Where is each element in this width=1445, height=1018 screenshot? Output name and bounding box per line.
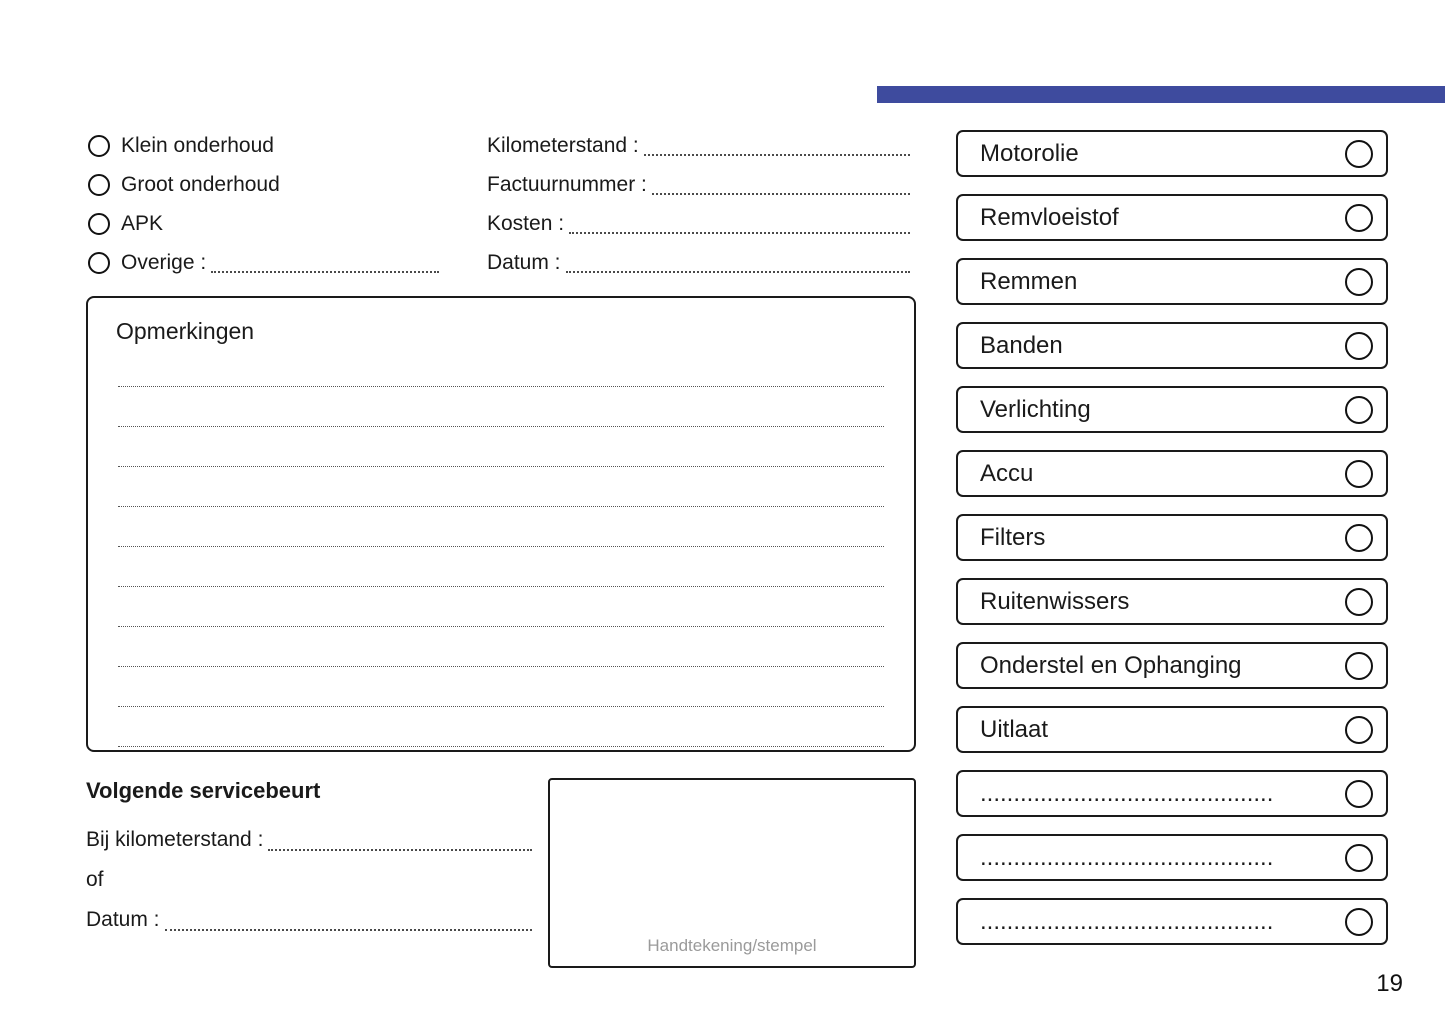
service-type-row <box>88 204 488 243</box>
dotted-input-line[interactable] <box>644 154 910 156</box>
checklist-label: Accu <box>980 459 1034 487</box>
service-type-label: Klein onderhoud <box>121 133 274 157</box>
service-type-label: Groot onderhoud <box>121 172 280 196</box>
checklist-label: Remvloeistof <box>980 203 1119 231</box>
dotted-input-line[interactable] <box>566 271 910 273</box>
accent-bar <box>877 86 1445 103</box>
radio-icon[interactable] <box>88 135 110 157</box>
checklist-label: ............................................ <box>980 779 1274 807</box>
ruled-line <box>118 707 884 747</box>
remarks-box <box>86 296 916 752</box>
next-service-km-label: Bij kilometerstand : <box>86 828 264 851</box>
service-type-row <box>88 165 488 204</box>
field-row <box>487 165 910 204</box>
next-service-or-label: of <box>86 868 104 891</box>
checklist-label: Motorolie <box>980 139 1079 167</box>
checklist-label: Ruitenwissers <box>980 587 1130 615</box>
next-service-or-row <box>86 860 532 900</box>
next-service-section <box>86 778 532 940</box>
checklist-label: Onderstel en Ophanging <box>980 651 1242 679</box>
checklist-row <box>956 834 1388 881</box>
page-number: 19 <box>1376 970 1403 997</box>
next-service-title: Volgende servicebeurt <box>86 778 321 803</box>
checklist-row <box>956 706 1388 753</box>
ruled-line <box>118 627 884 667</box>
dotted-input-line[interactable] <box>268 849 532 851</box>
service-type-row <box>88 243 488 282</box>
signature-box <box>548 778 916 968</box>
checkbox-circle-icon[interactable] <box>1345 204 1373 232</box>
checklist-row <box>956 898 1388 945</box>
checklist-row <box>956 386 1388 433</box>
checklist-label: ............................................ <box>980 907 1274 935</box>
signature-label: Handtekening/stempel <box>647 936 817 955</box>
ruled-line <box>118 667 884 707</box>
radio-icon[interactable] <box>88 174 110 196</box>
field-list <box>487 126 910 282</box>
checkbox-circle-icon[interactable] <box>1345 524 1373 552</box>
radio-icon[interactable] <box>88 213 110 235</box>
checklist-row <box>956 258 1388 305</box>
checklist-label: ............................................ <box>980 843 1274 871</box>
field-row <box>487 243 910 282</box>
service-type-list <box>88 126 488 282</box>
checkbox-circle-icon[interactable] <box>1345 396 1373 424</box>
checkbox-circle-icon[interactable] <box>1345 716 1373 744</box>
next-service-date-label: Datum : <box>86 908 160 931</box>
checklist-row <box>956 450 1388 497</box>
checklist <box>956 130 1388 962</box>
ruled-line <box>118 467 884 507</box>
next-service-date-row <box>86 900 532 940</box>
checklist-row <box>956 130 1388 177</box>
dotted-input-line[interactable] <box>652 193 910 195</box>
service-type-row <box>88 126 488 165</box>
checklist-row <box>956 770 1388 817</box>
field-label: Factuurnummer : <box>487 172 647 196</box>
checkbox-circle-icon[interactable] <box>1345 268 1373 296</box>
field-row <box>487 126 910 165</box>
field-label: Kilometerstand : <box>487 133 639 157</box>
ruled-line <box>118 547 884 587</box>
remarks-title: Opmerkingen <box>116 318 255 344</box>
checkbox-circle-icon[interactable] <box>1345 588 1373 616</box>
checkbox-circle-icon[interactable] <box>1345 332 1373 360</box>
checkbox-circle-icon[interactable] <box>1345 652 1373 680</box>
service-type-label: APK <box>121 211 164 235</box>
checklist-row <box>956 194 1388 241</box>
checkbox-circle-icon[interactable] <box>1345 780 1373 808</box>
checklist-row <box>956 514 1388 561</box>
checklist-row <box>956 578 1388 625</box>
checkbox-circle-icon[interactable] <box>1345 140 1373 168</box>
dotted-input-line[interactable] <box>165 929 532 931</box>
checklist-label: Remmen <box>980 267 1078 295</box>
checkbox-circle-icon[interactable] <box>1345 908 1373 936</box>
next-service-km-row <box>86 820 532 860</box>
ruled-line <box>118 387 884 427</box>
checklist-row <box>956 642 1388 689</box>
checklist-label: Banden <box>980 331 1063 359</box>
ruled-line <box>118 587 884 627</box>
checklist-row <box>956 322 1388 369</box>
dotted-input-line[interactable] <box>569 232 910 234</box>
ruled-line <box>118 427 884 467</box>
checkbox-circle-icon[interactable] <box>1345 844 1373 872</box>
field-row <box>487 204 910 243</box>
checkbox-circle-icon[interactable] <box>1345 460 1373 488</box>
remarks-lines <box>118 347 884 747</box>
checklist-label: Verlichting <box>980 395 1091 423</box>
field-label: Kosten : <box>487 211 565 235</box>
field-label: Datum : <box>487 250 561 274</box>
radio-icon[interactable] <box>88 252 110 274</box>
dotted-input-line[interactable] <box>211 271 439 273</box>
checklist-label: Filters <box>980 523 1046 551</box>
ruled-line <box>118 347 884 387</box>
service-type-label: Overige : <box>121 250 207 274</box>
ruled-line <box>118 507 884 547</box>
checklist-label: Uitlaat <box>980 715 1049 743</box>
